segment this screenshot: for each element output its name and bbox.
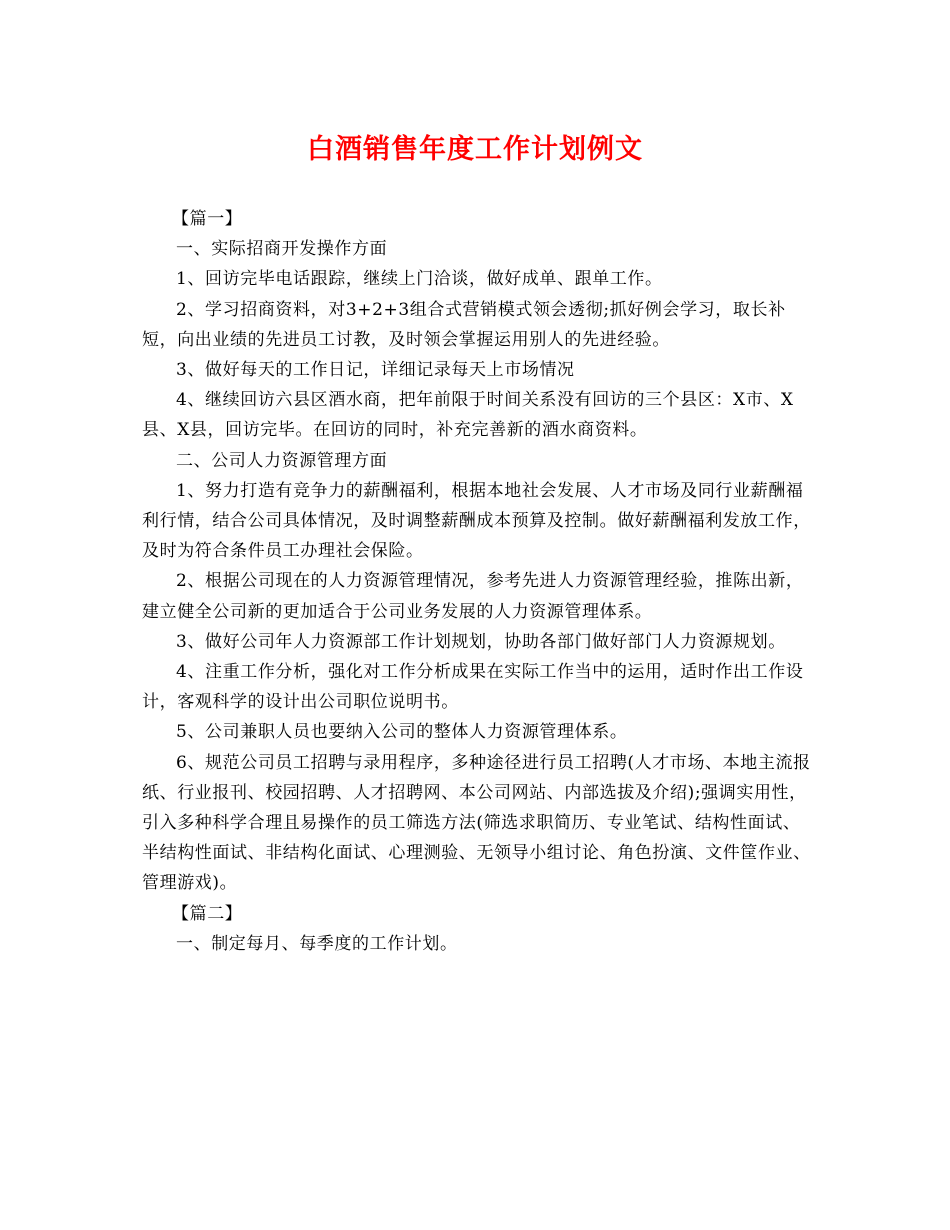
section-heading-2: 【篇二】 (172, 903, 243, 924)
document-title: 白酒销售年度工作计划例文 (307, 134, 643, 165)
paragraph: 6、规范公司员工招聘与录用程序，多种途径进行员工招聘(人才市场、本地主流报纸、行业报刊、校园招聘、人才招聘网、本公司网站、内部选拔及介绍);强调实用性，引入多种科学合理且易操作的员工筛选方法(筛选求职简历、专业笔试、结构性面试、半结构性面试、非结构化面试、心理测验、无领导小组讨论、角色扮演、文件筐作业、管理游戏)。 (142, 752, 811, 894)
paragraph: 4、继续回访六县区酒水商，把年前限于时间关系没有回访的三个县区：X市、X县、X县，回访完毕。在回访的同时，补充完善新的酒水商资料。 (142, 390, 794, 441)
section-heading-1: 【篇一】 (172, 209, 243, 229)
paragraph: 2、学习招商资料，对3+2+3组合式营销模式领会透彻;抓好例会学习，取长补短，向出业绩的先进员工讨教，及时领会掌握运用别人的先进经验。 (142, 299, 786, 350)
subsection-heading-1: 一、实际招商开发操作方面 (176, 239, 388, 260)
paragraph: 3、做好每天的工作日记，详细记录每天上市场情况 (176, 360, 575, 381)
paragraph: 4、注重工作分析，强化对工作分析成果在实际工作当中的运用，适时作出工作设计，客观科学的设计出公司职位说明书。 (142, 662, 804, 713)
paragraph: 2、根据公司现在的人力资源管理情况，参考先进人力资源管理经验，推陈出新，建立健全公司新的更加适合于公司业务发展的人力资源管理体系。 (142, 571, 804, 622)
paragraph: 3、做好公司年人力资源部工作计划规划，协助各部门做好部门人力资源规划。 (176, 631, 786, 652)
document-body (142, 204, 814, 959)
paragraph: 1、努力打造有竞争力的薪酬福利，根据本地社会发展、人才市场及同行业薪酬福利行情，结合公司具体情况，及时调整薪酬成本预算及控制。做好薪酬福利发放工作，及时为符合条件员工办理社会保险。 (142, 480, 811, 562)
subsection-heading-2: 二、公司人力资源管理方面 (176, 450, 388, 471)
paragraph: 5、公司兼职人员也要纳入公司的整体人力资源管理体系。 (176, 722, 628, 743)
paragraph: 1、回访完毕电话跟踪，继续上门洽谈，做好成单、跟单工作。 (176, 269, 663, 290)
subsection-heading-3: 一、制定每月、每季度的工作计划。 (176, 933, 458, 954)
